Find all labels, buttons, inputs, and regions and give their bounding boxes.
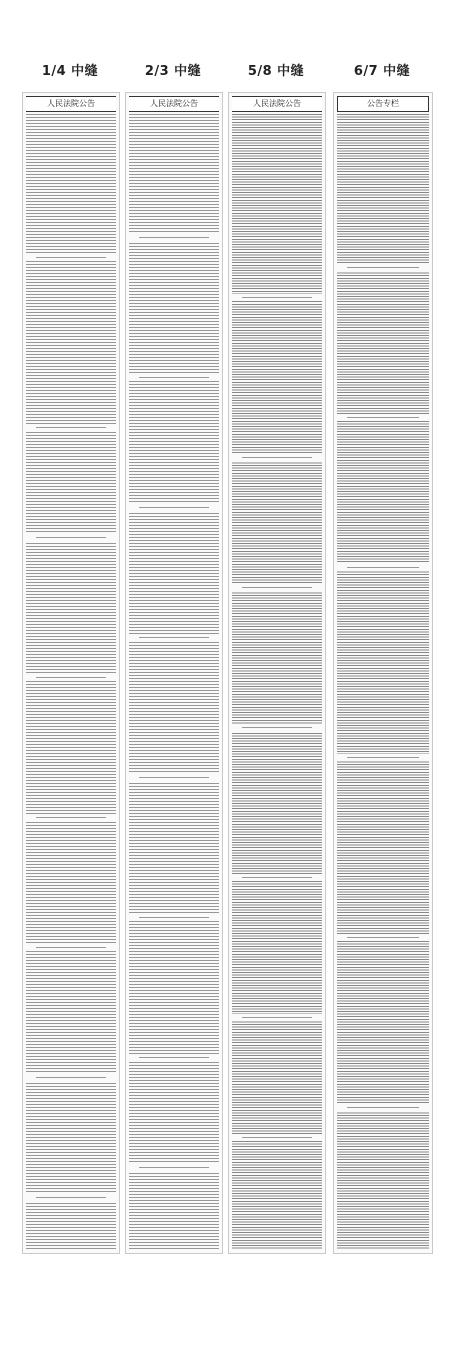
notice-text-body	[26, 114, 116, 1250]
newspaper-strip-2-3	[125, 92, 223, 1254]
column-label-5-8: 5/8 中缝	[247, 64, 305, 79]
notice-text-body	[232, 114, 322, 1250]
newspaper-strip-6-7	[333, 92, 433, 1254]
notice-text-body	[337, 114, 429, 1250]
strip-header: 人民法院公告	[26, 96, 116, 112]
strip-header: 人民法院公告	[129, 96, 219, 112]
column-label-6-7: 6/7 中缝	[353, 64, 411, 79]
newspaper-strip-1-4	[22, 92, 120, 1254]
strip-header: 公告专栏	[337, 96, 429, 112]
column-label-2-3: 2/3 中缝	[144, 64, 202, 79]
notice-text-body	[129, 114, 219, 1250]
newspaper-strip-5-8	[228, 92, 326, 1254]
strip-header: 人民法院公告	[232, 96, 322, 112]
column-label-1-4: 1/4 中缝	[41, 64, 99, 79]
